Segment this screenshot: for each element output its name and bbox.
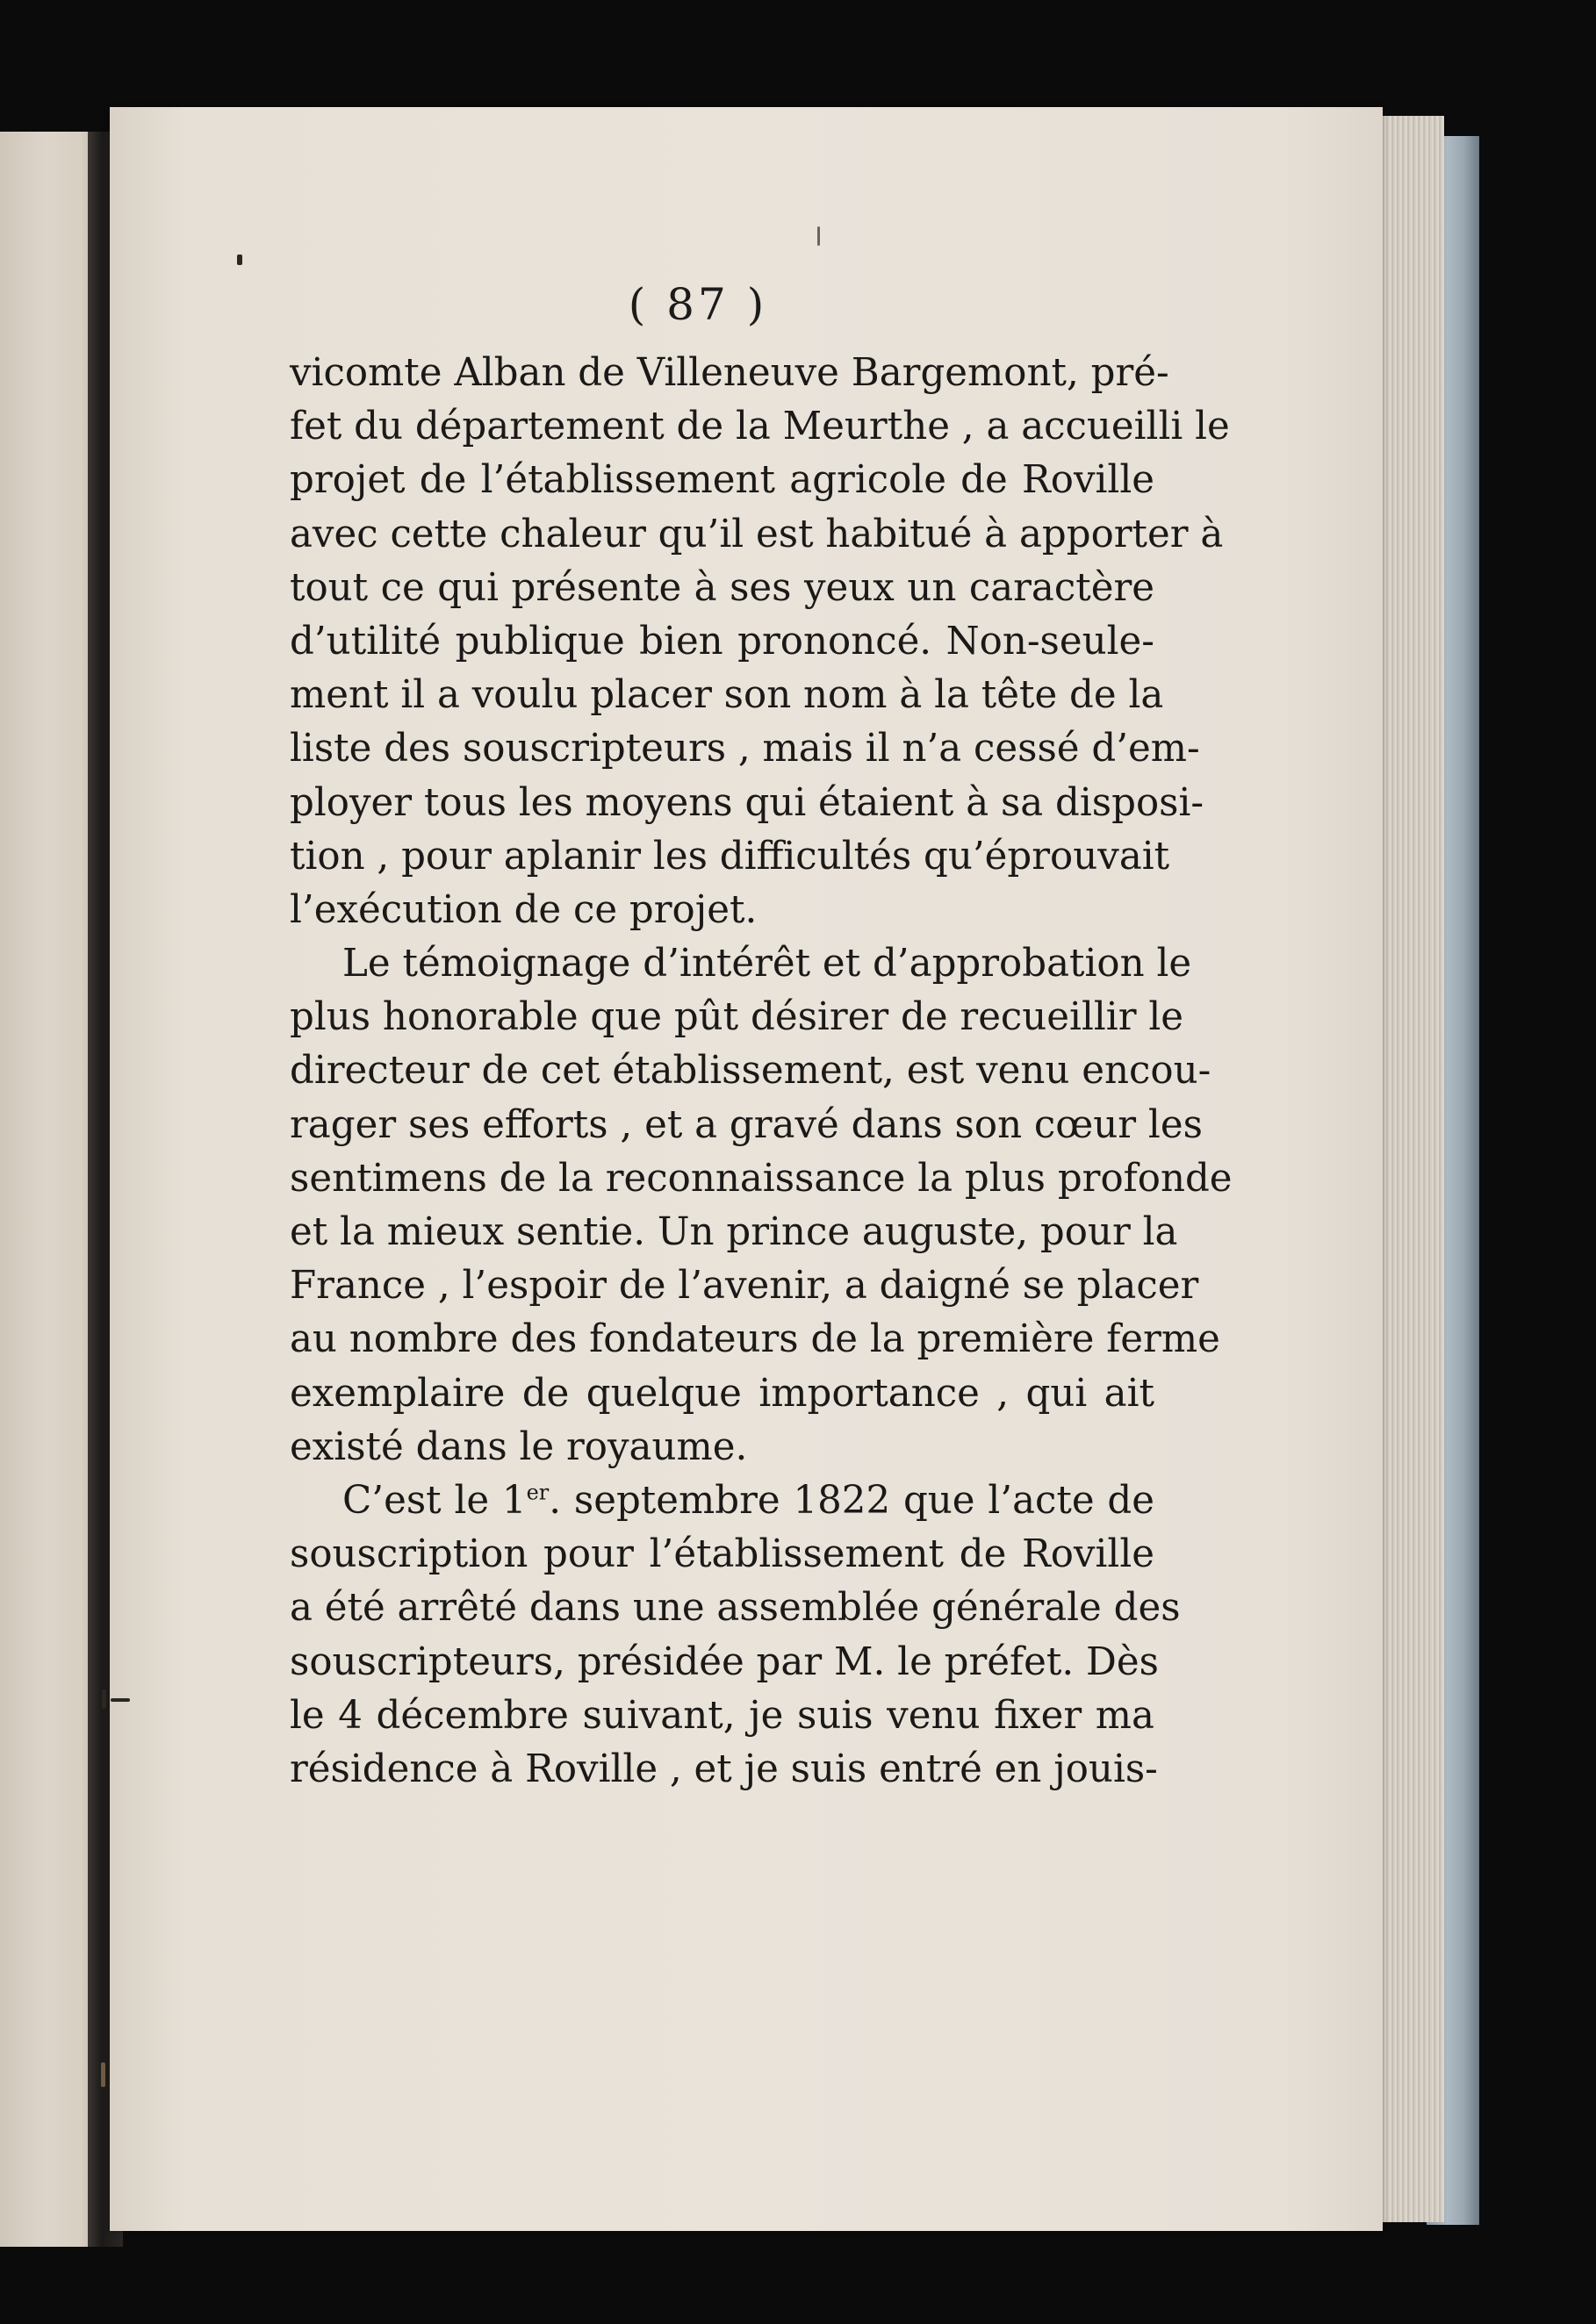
text-line: exemplaire de quelque importance , qui ait: [290, 1371, 1154, 1416]
text-line: le 4 décembre suivant, je suis venu fixer ma: [290, 1693, 1154, 1738]
text-line: vicomte Alban de Villeneuve Bargemont, pré-: [290, 351, 1169, 395]
text-line: sentimens de la reconnaissance la plus profonde: [290, 1156, 1233, 1201]
text-line: ment il a voulu placer son nom à la tête de la: [290, 673, 1164, 718]
page-block-edges: [1378, 116, 1444, 2222]
margin-mark: [102, 1689, 106, 1709]
body-text: [290, 347, 1233, 1797]
text-line: souscription pour l’établissement de Roville: [290, 1532, 1154, 1577]
margin-mark: [237, 255, 242, 265]
text-line: souscripteurs, présidée par M. le préfet. Dès: [290, 1639, 1159, 1684]
facing-page-edge: [0, 132, 101, 2247]
text-line: directeur de cet établissement, est venu encou-: [290, 1049, 1211, 1094]
text-line: d’utilité publique bien prononcé. Non-seule-: [290, 619, 1154, 663]
text-line: plus honorable que pût désirer de recueillir le: [290, 995, 1183, 1040]
text-line: existé dans le royaume.: [290, 1424, 748, 1469]
text-line: fet du département de la Meurthe , a accueilli le: [290, 405, 1230, 449]
text-line: et la mieux sentie. Un prince auguste, pour la: [290, 1210, 1178, 1254]
text-line: tion , pour aplanir les difficultés qu’éprouvait: [290, 834, 1170, 879]
text-line: a été arrêté dans une assemblée générale des: [290, 1586, 1181, 1631]
text-line: [290, 1474, 1154, 1528]
margin-mark: [111, 1698, 130, 1702]
text-line: rager ses efforts , et a gravé dans son cœur les: [290, 1102, 1203, 1147]
text-line: tout ce qui présente à ses yeux un caractère: [290, 565, 1154, 610]
text-line: l’exécution de ce projet.: [290, 887, 758, 932]
text-line: liste des souscripteurs , mais il n’a cessé d’em-: [290, 727, 1200, 771]
text-line: au nombre des fondateurs de la première ferme: [290, 1317, 1220, 1362]
text-line: ployer tous les moyens qui étaient à sa disposi-: [290, 780, 1204, 825]
text-run: C’est le 1: [342, 1478, 527, 1523]
text-run: . septembre 1822 que l’acte de: [549, 1478, 1154, 1523]
superscript: er: [526, 1480, 550, 1505]
text-line: avec cette chaleur qu’il est habitué à apporter à: [290, 512, 1224, 556]
margin-mark: [817, 226, 820, 246]
text-line: projet de l’établissement agricole de Roville: [290, 458, 1154, 503]
page-number: ( 87 ): [628, 279, 768, 330]
text-line: Le témoignage d’intérêt et d’approbation le: [342, 942, 1192, 986]
text-line: France , l’espoir de l’avenir, a daigné se placer: [290, 1264, 1199, 1309]
margin-mark: [101, 2062, 105, 2087]
text-line: résidence à Roville , et je suis entré en jouis-: [290, 1747, 1158, 1791]
